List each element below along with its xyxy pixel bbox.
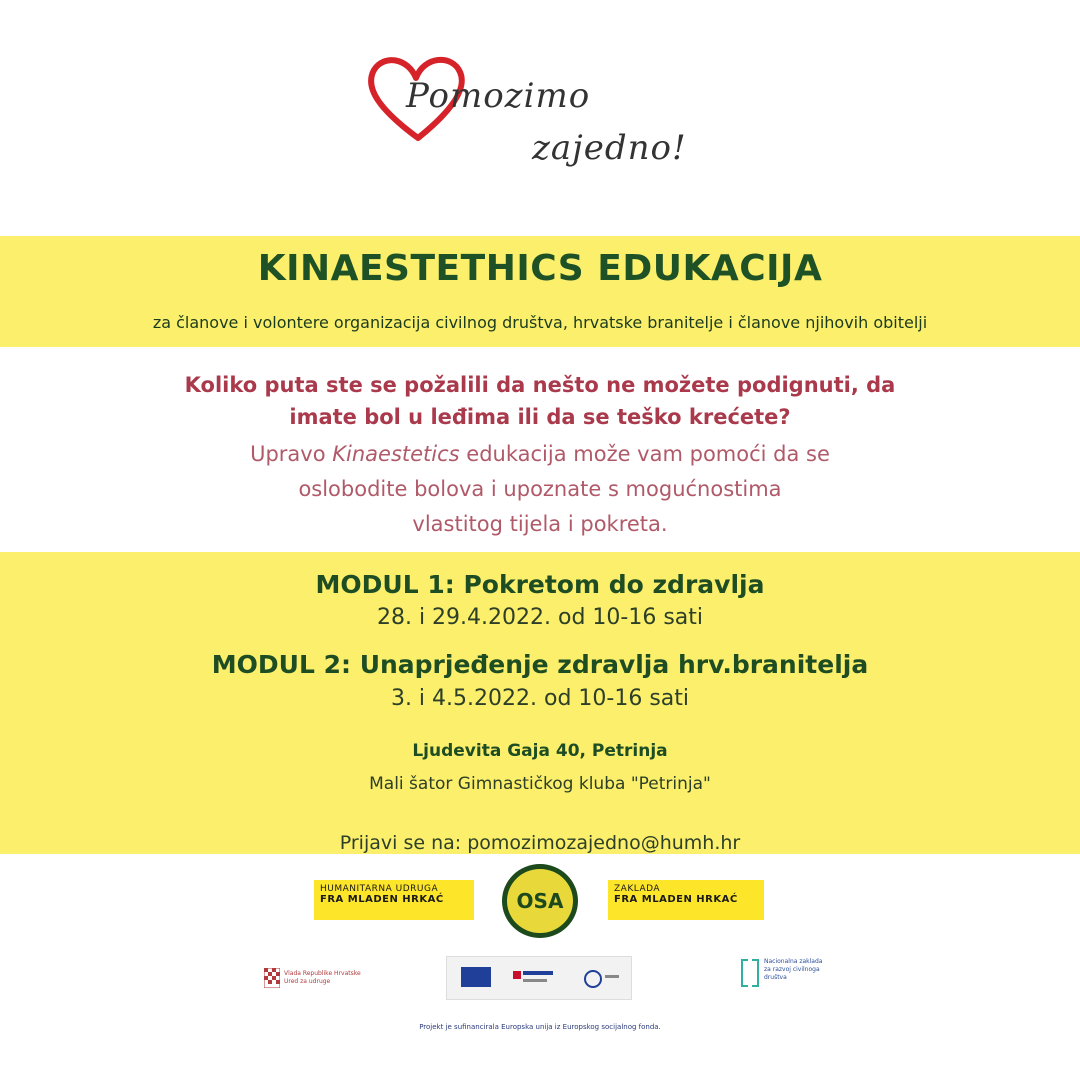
zaklada-logo xyxy=(608,880,764,920)
gov-office-text: Vlada Republike Hrvatske Ured za udruge xyxy=(284,970,361,985)
esf-logo-icon xyxy=(511,967,561,991)
module-2-date: 3. i 4.5.2022. od 10-16 sati xyxy=(390,686,690,711)
eu-funding-logos xyxy=(446,956,632,1000)
location-place: Mali šator Gimnastičkog kluba "Petrinja" xyxy=(369,774,711,794)
intro-body-line2: oslobodite bolova i upoznate s mogućnostima xyxy=(298,477,782,501)
operational-programme-icon xyxy=(583,967,623,991)
zaklada-line2: FRA MLADEN HRKAĆ xyxy=(614,894,738,905)
module-1-title: MODUL 1: Pokretom do zdravlja xyxy=(315,570,765,599)
humanitarna-udruga-line1: HUMANITARNA UDRUGA xyxy=(320,884,439,894)
humanitarna-udruga-logo xyxy=(314,880,474,920)
page-subtitle: za članove i volontere organizacija civilnog društva, hrvatske branitelje i članove njihovih obitelji xyxy=(152,313,928,332)
pomozimo-zajedno-logo xyxy=(360,50,720,190)
eu-flag-icon xyxy=(461,967,491,987)
brackets-icon xyxy=(740,958,760,988)
intro-body-line1 xyxy=(140,437,940,472)
osa-logo-text: OSA xyxy=(516,889,564,913)
intro-body xyxy=(140,437,940,542)
humanitarna-udruga-line2: FRA MLADEN HRKAĆ xyxy=(320,894,444,905)
intro-question xyxy=(140,369,940,433)
nacionalna-zaklada-logo xyxy=(740,954,830,1002)
nacionalna-zaklada-text: Nacionalna zaklada za razvoj civilnoga društva xyxy=(764,958,823,981)
zaklada-line1: ZAKLADA xyxy=(614,884,661,894)
intro-body-suffix: edukacija može vam pomoći da se xyxy=(459,442,830,466)
intro-question-line2: imate bol u leđima ili da se teško krećete? xyxy=(289,405,791,429)
register-email[interactable]: Prijavi se na: pomozimozajedno@humh.hr xyxy=(339,832,741,854)
intro-body-line3: vlastitog tijela i pokreta. xyxy=(412,512,668,536)
footer-note: Projekt je sufinancirala Europska unija iz Europskog socijalnog fonda. xyxy=(419,1023,661,1031)
gov-office-logo xyxy=(262,964,372,994)
croatian-coat-of-arms-icon xyxy=(264,968,280,988)
osa-logo xyxy=(502,864,578,938)
intro-body-prefix: Upravo xyxy=(250,442,333,466)
module-1-date: 28. i 29.4.2022. od 10-16 sati xyxy=(376,605,704,630)
logo-word-zajedno: zajedno! xyxy=(532,128,687,168)
intro-body-italic: Kinaestetics xyxy=(332,442,460,466)
intro-question-line1: Koliko puta ste se požalili da nešto ne možete podignuti, da xyxy=(184,373,896,397)
location-address: Ljudevita Gaja 40, Petrinja xyxy=(412,741,668,761)
module-2-title: MODUL 2: Unaprjeđenje zdravlja hrv.branitelja xyxy=(211,650,869,679)
page-title: KINAESTETHICS EDUKACIJA xyxy=(257,248,823,289)
logo-word-pomozimo: Pomozimo xyxy=(406,76,591,116)
